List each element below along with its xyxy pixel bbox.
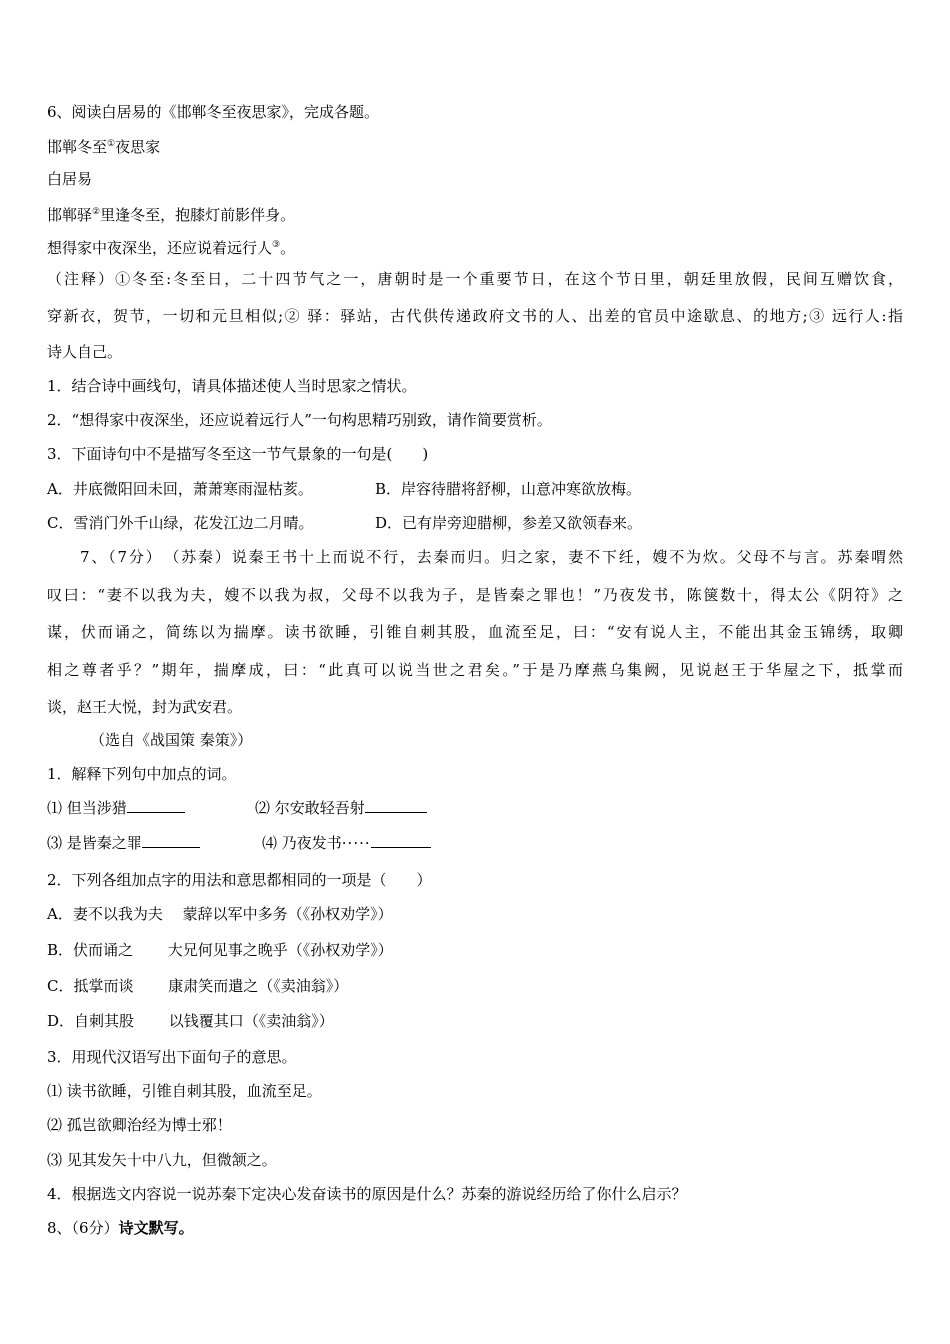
q7-sub-1-item-3: ⑶ 是皆秦之罪 — [47, 833, 200, 853]
footnote-mark: ② — [92, 207, 101, 217]
q8-header: 8、（6分）诗文默写。 — [47, 1219, 194, 1237]
q7-sub-1: 1．解释下列句中加点的词。 — [47, 765, 237, 783]
answer-blank[interactable] — [365, 798, 427, 813]
answer-blank[interactable] — [142, 833, 200, 848]
footnote-mark: ③ — [272, 240, 281, 250]
poem-notes-line-3: 诗人自己。 — [47, 343, 123, 361]
q6-sub-3: 3．下面诗句中不是描写冬至这一节气景象的一句是( ) — [47, 445, 429, 463]
q6-sub-1: 1．结合诗中画线句，请具体描述使人当时思家之情状。 — [47, 377, 417, 395]
q6-sub-2: 2．“想得家中夜深坐，还应说着远行人”一句构思精巧别致，请作简要赏析。 — [47, 411, 552, 429]
q7-sub-3: 3．用现代汉语写出下面句子的意思。 — [47, 1048, 297, 1066]
q7-sub-3-item-3: ⑶ 见其发矢十中八九，但微颔之。 — [47, 1151, 277, 1169]
q7-sub-1-item-1: ⑴ 但当涉猎 — [47, 798, 185, 818]
q7-passage-line-5: 谈，赵王大悦，封为武安君。 — [47, 698, 243, 716]
q8-title: 诗文默写。 — [118, 1219, 194, 1237]
q7-sub-3-item-1: ⑴ 读书欲睡，引锥自刺其股，血流至足。 — [47, 1082, 322, 1100]
q7-sub-2-option-d: D．自刺其股 以钱覆其口（《卖油翁》） — [47, 1012, 334, 1030]
poem-author: 白居易 — [47, 170, 93, 188]
q7-sub-1-item-4: ⑷ 乃夜发书····· — [262, 833, 431, 853]
q7-passage-line-3: 谋，伏而诵之，简练以为揣摩。读书欲睡，引锥自刺其股，血流至足，曰：“安有说人主，不能出其金玉锦绣，取卿 — [47, 623, 903, 641]
q7-sub-4: 4．根据选文内容说一说苏秦下定决心发奋读书的原因是什么？苏秦的游说经历给了你什么启示？ — [47, 1185, 687, 1203]
emphasis-dots: ····· — [341, 834, 371, 852]
poem-line-2: 想得家中夜深坐，还应说着远行人③。 — [47, 239, 296, 257]
poem-title: 邯郸冬至①夜思家 — [47, 138, 161, 156]
answer-blank[interactable] — [127, 798, 185, 813]
q6-option-c: C．雪消门外千山绿，花发江边二月晴。 — [47, 514, 314, 532]
q7-passage-line-4: 相之尊者乎？”期年，揣摩成，曰：“此真可以说当世之君矣。”于是乃摩燕乌集阙，见说赵王于华屋之下，抵掌而 — [47, 661, 903, 679]
footnote-mark: ① — [107, 139, 116, 149]
q7-sub-2: 2．下列各组加点字的用法和意思都相同的一项是（ ） — [47, 871, 432, 889]
q6-option-b: B．岸容待腊将舒柳，山意冲寒欲放梅。 — [375, 480, 642, 498]
q7-passage-line-2: 叹曰：“妻不以我为夫，嫂不以我为叔，父母不以我为子，是皆秦之罪也！”乃夜发书，陈箧数十，得太公《阴符》之 — [47, 586, 903, 604]
q7-sub-1-item-2: ⑵ 尔安敢轻吾射 — [255, 798, 427, 818]
q6-option-a: A．井底微阳回未回，萧萧寒雨湿枯荄。 — [47, 480, 313, 498]
poem-notes-line-1: （注释）①冬至:冬至日，二十四节气之一，唐朝时是一个重要节日，在这个节日里，朝廷里放假，民间互赠饮食， — [47, 270, 903, 288]
q7-sub-3-item-2: ⑵ 孤岂欲卿治经为博士邪！ — [47, 1116, 232, 1134]
q7-sub-2-option-c: C．抵掌而谈 康肃笑而遣之（《卖油翁》） — [47, 977, 349, 995]
answer-blank[interactable] — [371, 833, 431, 848]
poem-notes-line-2: 穿新衣，贺节，一切和元旦相似;② 驿：驿站，古代供传递政府文书的人、出差的官员中途歇息、的地方;③ 远行人:指 — [47, 307, 903, 325]
q7-source: （选自《战国策 秦策》） — [90, 731, 253, 749]
q7-sub-2-option-a: A．妻不以我为夫 蒙辞以军中多务（《孙权劝学》） — [47, 905, 393, 923]
poem-line-1: 邯郸驿②里逢冬至，抱膝灯前影伴身。 — [47, 206, 296, 224]
q6-intro: 6、阅读白居易的《邯郸冬至夜思家》，完成各题。 — [47, 103, 380, 121]
q7-passage-line-1: 7、（7分） （苏秦）说秦王书十上而说不行，去秦而归。归之家，妻不下纴，嫂不为炊。父母不与言。苏秦喟然 — [80, 548, 903, 566]
q7-sub-2-option-b: B．伏而诵之 大兄何见事之晚乎（《孙权劝学》） — [47, 941, 393, 959]
q6-option-d: D．已有岸旁迎腊柳，参差又欲领春来。 — [375, 514, 643, 532]
